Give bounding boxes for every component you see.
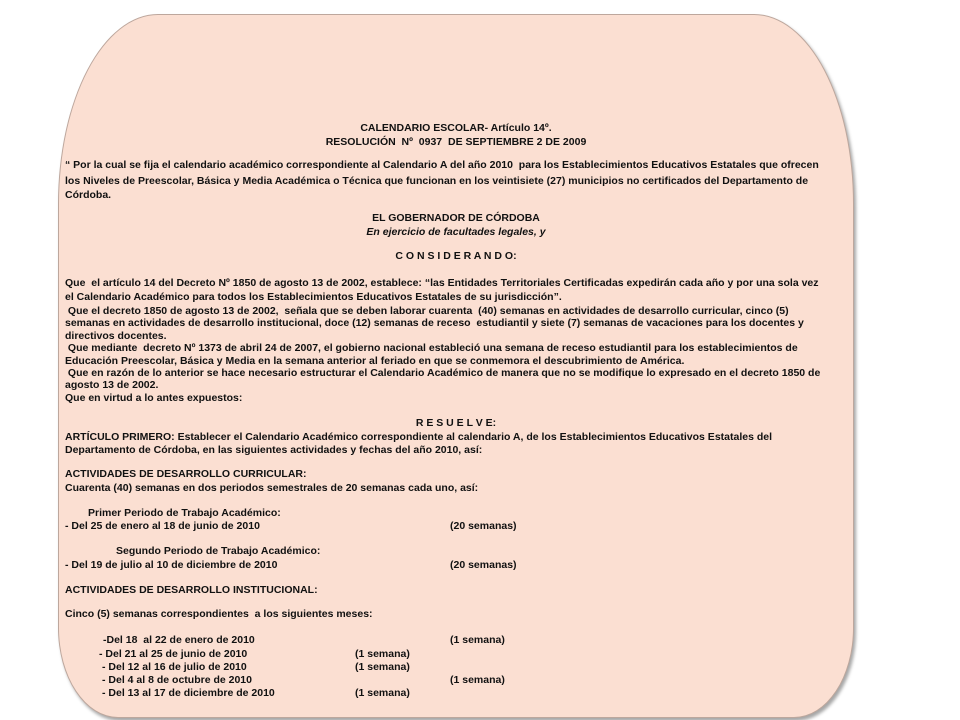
period-title: Primer Periodo de Trabajo Académico: (88, 507, 281, 519)
period-range: - Del 19 de julio al 10 de diciembre de 2010 (65, 559, 278, 571)
considering-line: Que mediante decreto Nº 1373 de abril 24 de 2007, el gobierno nacional estableció una semana de receso estudiantil para los establecimientos de (65, 342, 798, 354)
curricular-heading: ACTIVIDADES DE DESARROLLO CURRICULAR: (65, 468, 307, 480)
authority-note: En ejercicio de facultades legales, y (366, 226, 546, 238)
considering-line: el Calendario Académico para todos los Establecimientos Educativos Estatales de su jurisdicción”. (65, 291, 562, 303)
institutional-heading: ACTIVIDADES DE DESARROLLO INSTITUCIONAL: (65, 584, 318, 596)
considering-line: Que en razón de lo anterior se hace necesario estructurar el Calendario Académico de manera que no se modifique lo expresado en el decreto 1850 de (65, 367, 821, 379)
period-title: Segundo Periodo de Trabajo Académico: (116, 545, 321, 557)
considering-line: Educación Preescolar, Básica y Media en la semana anterior al feriado en que se conmemora el descubrimiento de América. (65, 355, 685, 367)
week-duration: (1 semana) (355, 648, 410, 660)
considering-line: Que el decreto 1850 de agosto 13 de 2002, señala que se deben laborar cuarenta (40) semanas en actividades de desarrollo curricular, cinco (5) (65, 305, 789, 317)
article-one-line: Departamento de Córdoba, en las siguientes actividades y fechas del año 2010, así: (65, 444, 483, 456)
considering-line: semanas en actividades de desarrollo institucional, doce (12) semanas de receso estudiantil y siete (7) semanas de vacaciones para los docentes y (65, 317, 804, 329)
week-range: - Del 4 al 8 de octubre de 2010 (102, 674, 252, 686)
considering-line: Que el artículo 14 del Decreto Nº 1850 de agosto 13 de 2002, establece: “las Entidades Territoriales Certificadas expedirán cada año y por una sola vez (65, 277, 819, 289)
considering-line: directivos docentes. (65, 330, 167, 342)
article-one-line: ARTÍCULO PRIMERO: Establecer el Calendario Académico correspondiente al calendario A, de los Establecimientos Educativos Estatales del (65, 431, 773, 443)
institutional-summary: Cinco (5) semanas correspondientes a los siguientes meses: (65, 608, 373, 620)
preamble-line: Córdoba. (65, 189, 112, 201)
preamble-line: los Niveles de Preescolar, Básica y Media Académica o Técnica que funcionan en los veintisiete (27) municipios no certificados del Departamento de (65, 175, 809, 187)
week-duration: (1 semana) (450, 634, 505, 646)
resolution-number: RESOLUCIÓN Nº 0937 DE SEPTIEMBRE 2 DE 2009 (325, 136, 587, 148)
authority-heading: EL GOBERNADOR DE CÓRDOBA (372, 212, 540, 224)
period-duration: (20 semanas) (450, 520, 517, 532)
considering-heading: C O N S I D E R A N D O: (395, 250, 517, 262)
week-duration: (1 semana) (355, 661, 410, 673)
preamble-line: “ Por la cual se fija el calendario académico correspondiente al Calendario A del año 2010 para los Establecimientos Educativos Estatales que ofrecen (65, 159, 819, 171)
resolves-heading: R E S U E L V E: (415, 417, 497, 429)
considering-line: Que en virtud a lo antes expuestos: (65, 392, 243, 404)
document-title: CALENDARIO ESCOLAR- Artículo 14º. (360, 122, 552, 134)
week-range: - Del 13 al 17 de diciembre de 2010 (102, 687, 275, 699)
week-range: - Del 21 al 25 de junio de 2010 (99, 648, 248, 660)
period-range: - Del 25 de enero al 18 de junio de 2010 (65, 520, 260, 532)
week-duration: (1 semana) (355, 687, 410, 699)
period-duration: (20 semanas) (450, 559, 517, 571)
considering-line: agosto 13 de 2002. (65, 379, 159, 391)
week-range: - Del 12 al 16 de julio de 2010 (102, 661, 247, 673)
curricular-summary: Cuarenta (40) semanas en dos periodos semestrales de 20 semanas cada uno, así: (65, 482, 479, 494)
week-duration: (1 semana) (450, 674, 505, 686)
week-range: -Del 18 al 22 de enero de 2010 (103, 634, 255, 646)
